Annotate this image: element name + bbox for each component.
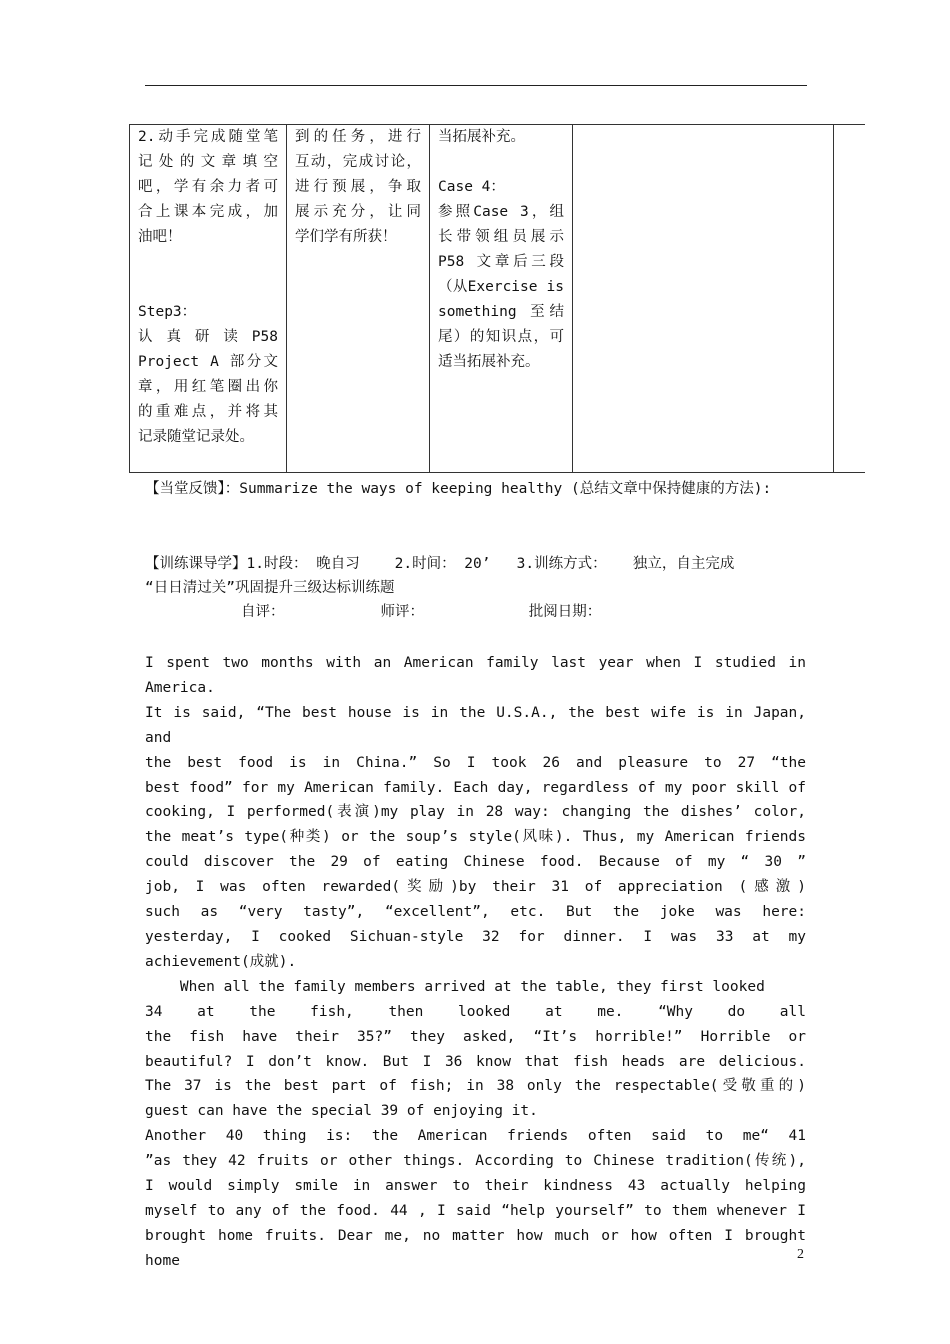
- passage-line: 34 at the fish, then looked at me. “Why do all: [145, 1003, 806, 1020]
- cell-line: 记处的文章填空: [138, 154, 278, 170]
- cell-line: 学们学有所获！: [295, 229, 397, 245]
- passage-line: I spent two months with an American family last year when I studied in America.: [145, 655, 806, 696]
- training-line: 【训练课导学】1.时段： 晚自习 2.时间： 20’ 3.训练方式： 独立，自主完成: [145, 556, 735, 572]
- passage-line: It is said, “The best house is in the U.S.A., the best wife is in Japan, and: [145, 704, 806, 746]
- cell-line: 互动，完成讨论，: [295, 154, 421, 170]
- passage-line: beautiful? I don’t know. But I 36 know that fish heads are delicious.: [145, 1053, 806, 1070]
- passage-line: ”as they 42 fruits or other things. According to Chinese tradition(传统),: [145, 1153, 806, 1170]
- cell-line: Step3：: [138, 304, 197, 320]
- page-number: 2: [797, 1247, 804, 1262]
- passage-line: best food” for my American family. Each day, regardless of my poor skill of: [145, 779, 806, 796]
- passage-line: yesterday, I cooked Sichuan-style 32 for dinner. I was 33 at my: [145, 928, 806, 945]
- cell-line: 油吧！: [138, 229, 182, 245]
- table-bottom-border: [129, 472, 865, 473]
- cell-line: 合上课本完成，加: [138, 204, 278, 220]
- passage-line: myself to any of the food. 44 , I said “help yourself” to them whenever I: [145, 1202, 806, 1219]
- passage-line: the best food is in China.” So I took 26 and pleasure to 27 “the: [145, 754, 806, 771]
- cell-line: Case 4：: [438, 179, 505, 195]
- passage-line: the meat’s type(种类) or the soup’s style(风味). Thus, my American friends: [145, 829, 806, 846]
- cell-line: 进行预展，争取: [295, 179, 421, 195]
- table-vline-5: [833, 124, 834, 473]
- cell-line: 记录随堂记录处。: [138, 429, 254, 445]
- cell-line: [138, 250, 278, 275]
- training-guide: [145, 552, 734, 624]
- table-cell-cases: [438, 125, 564, 472]
- passage-line: When all the family members arrived at the table, they first looked: [145, 978, 765, 995]
- table-vline-4: [572, 124, 573, 473]
- cell-line: 长带领组员展示: [438, 229, 564, 245]
- cell-line: P58 文章后三段: [438, 254, 564, 270]
- training-evaluation-line: 自评： 师评： 批阅日期：: [145, 604, 602, 620]
- cell-line: 2.动手完成随堂笔: [138, 129, 278, 145]
- table-cell-group-tasks: [295, 125, 421, 472]
- cell-line: 的重难点，并将其: [138, 404, 278, 420]
- passage-line: achievement(成就).: [145, 953, 297, 970]
- table-vline-3: [429, 124, 430, 473]
- table-vline-1: [129, 124, 130, 473]
- passage-line: I would simply smile in answer to their kindness 43 actually helping: [145, 1178, 806, 1195]
- passage-line: cooking, I performed(表演)my play in 28 way: changing the dishes’ color,: [145, 804, 806, 821]
- cell-line: 当拓展补充。: [438, 129, 525, 145]
- cell-line: Project A 部分文: [138, 354, 278, 370]
- passage-line: The 37 is the best part of fish; in 38 only the respectable(受敬重的): [145, 1078, 806, 1095]
- feedback-prompt: 【当堂反馈】：Summarize the ways of keeping healthy (总结文章中保持健康的方法):: [145, 481, 772, 497]
- passage-line: such as “very tasty”, “excellent”, etc. But the joke was here:: [145, 904, 806, 921]
- passage-line: job, I was often rewarded(奖励)by their 31 of appreciation (感激): [145, 879, 806, 896]
- cell-line: [438, 150, 564, 175]
- table-vline-2: [286, 124, 287, 473]
- passage-line: could discover the 29 of eating Chinese food. Because of my “ 30 ”: [145, 854, 806, 871]
- cell-line: 展示充分，让同: [295, 204, 421, 220]
- cell-line: [138, 275, 278, 300]
- cell-line: 章，用红笔圈出你: [138, 379, 278, 395]
- passage-line: brought home fruits. Dear me, no matter how much or how often I brought home: [145, 1227, 806, 1269]
- cell-line: something 至结: [438, 304, 564, 320]
- cell-line: 到的任务，进行: [295, 129, 421, 145]
- table-cell-student-tasks: [138, 125, 278, 472]
- cell-line: 吧，学有余力者可: [138, 179, 278, 195]
- cloze-passage: [145, 651, 806, 1274]
- cell-line: 适当拓展补充。: [438, 354, 540, 370]
- cell-line: 认 真 研 读 P58: [138, 329, 278, 345]
- cell-line: （从Exercise is: [438, 279, 564, 295]
- training-line: “日日清过关”巩固提升三级达标训练题: [145, 580, 395, 596]
- passage-line: Another 40 thing is: the American friends often said to me“ 41: [145, 1128, 806, 1145]
- cell-line: 尾）的知识点，可: [438, 329, 564, 345]
- cell-line: 参照Case 3，组: [438, 204, 564, 220]
- header-rule: [145, 85, 807, 86]
- passage-line: guest can have the special 39 of enjoying it.: [145, 1103, 538, 1120]
- passage-line: the fish have their 35?” they asked, “It’s horrible!” Horrible or: [145, 1028, 806, 1045]
